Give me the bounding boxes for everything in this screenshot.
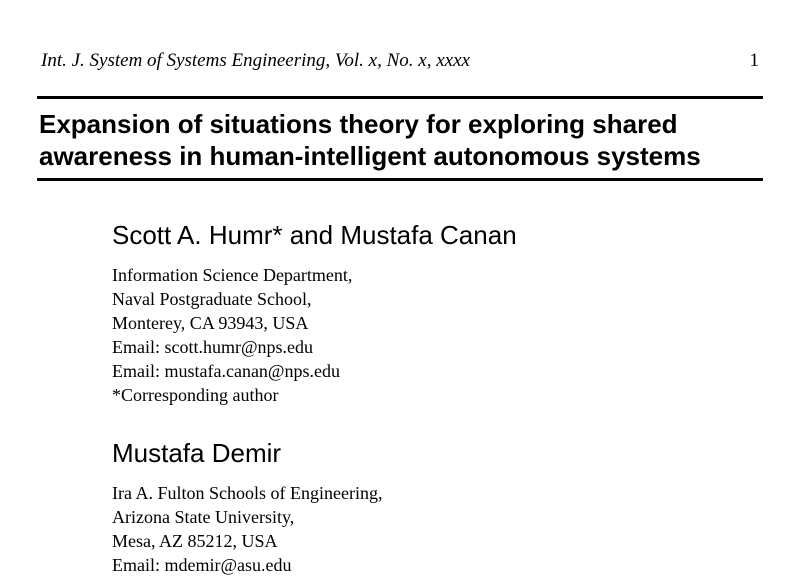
title-top-rule <box>37 96 763 99</box>
author-block-humr-canan <box>112 218 772 407</box>
author-names: Scott A. Humr* and Mustafa Canan <box>112 220 517 250</box>
title-line: awareness in human-intelligent autonomous systems <box>39 141 701 171</box>
corresponding-author-note: *Corresponding author <box>112 385 279 405</box>
page-number: 1 <box>749 50 759 71</box>
paper-title <box>39 108 763 172</box>
author-email: Email: mustafa.canan@nps.edu <box>112 361 341 381</box>
affiliation-institution: Arizona State University, <box>112 507 295 527</box>
title-bottom-rule <box>37 178 763 181</box>
author-email: Email: scott.humr@nps.edu <box>112 337 314 357</box>
journal-citation: Int. J. System of Systems Engineering, Vol. x, No. x, xxxx <box>41 50 470 71</box>
affiliation-address: Monterey, CA 93943, USA <box>112 313 309 333</box>
running-header <box>41 49 759 73</box>
affiliation <box>112 263 772 407</box>
affiliation-address: Mesa, AZ 85212, USA <box>112 531 278 551</box>
author-names: Mustafa Demir <box>112 438 282 468</box>
affiliation-institution: Naval Postgraduate School, <box>112 289 312 309</box>
title-line: Expansion of situations theory for exploring shared <box>39 109 678 139</box>
affiliation-department: Ira A. Fulton Schools of Engineering, <box>112 483 383 503</box>
affiliation-department: Information Science Department, <box>112 265 353 285</box>
affiliation <box>112 481 772 577</box>
author-block-demir <box>112 436 772 577</box>
author-email: Email: mdemir@asu.edu <box>112 555 292 575</box>
